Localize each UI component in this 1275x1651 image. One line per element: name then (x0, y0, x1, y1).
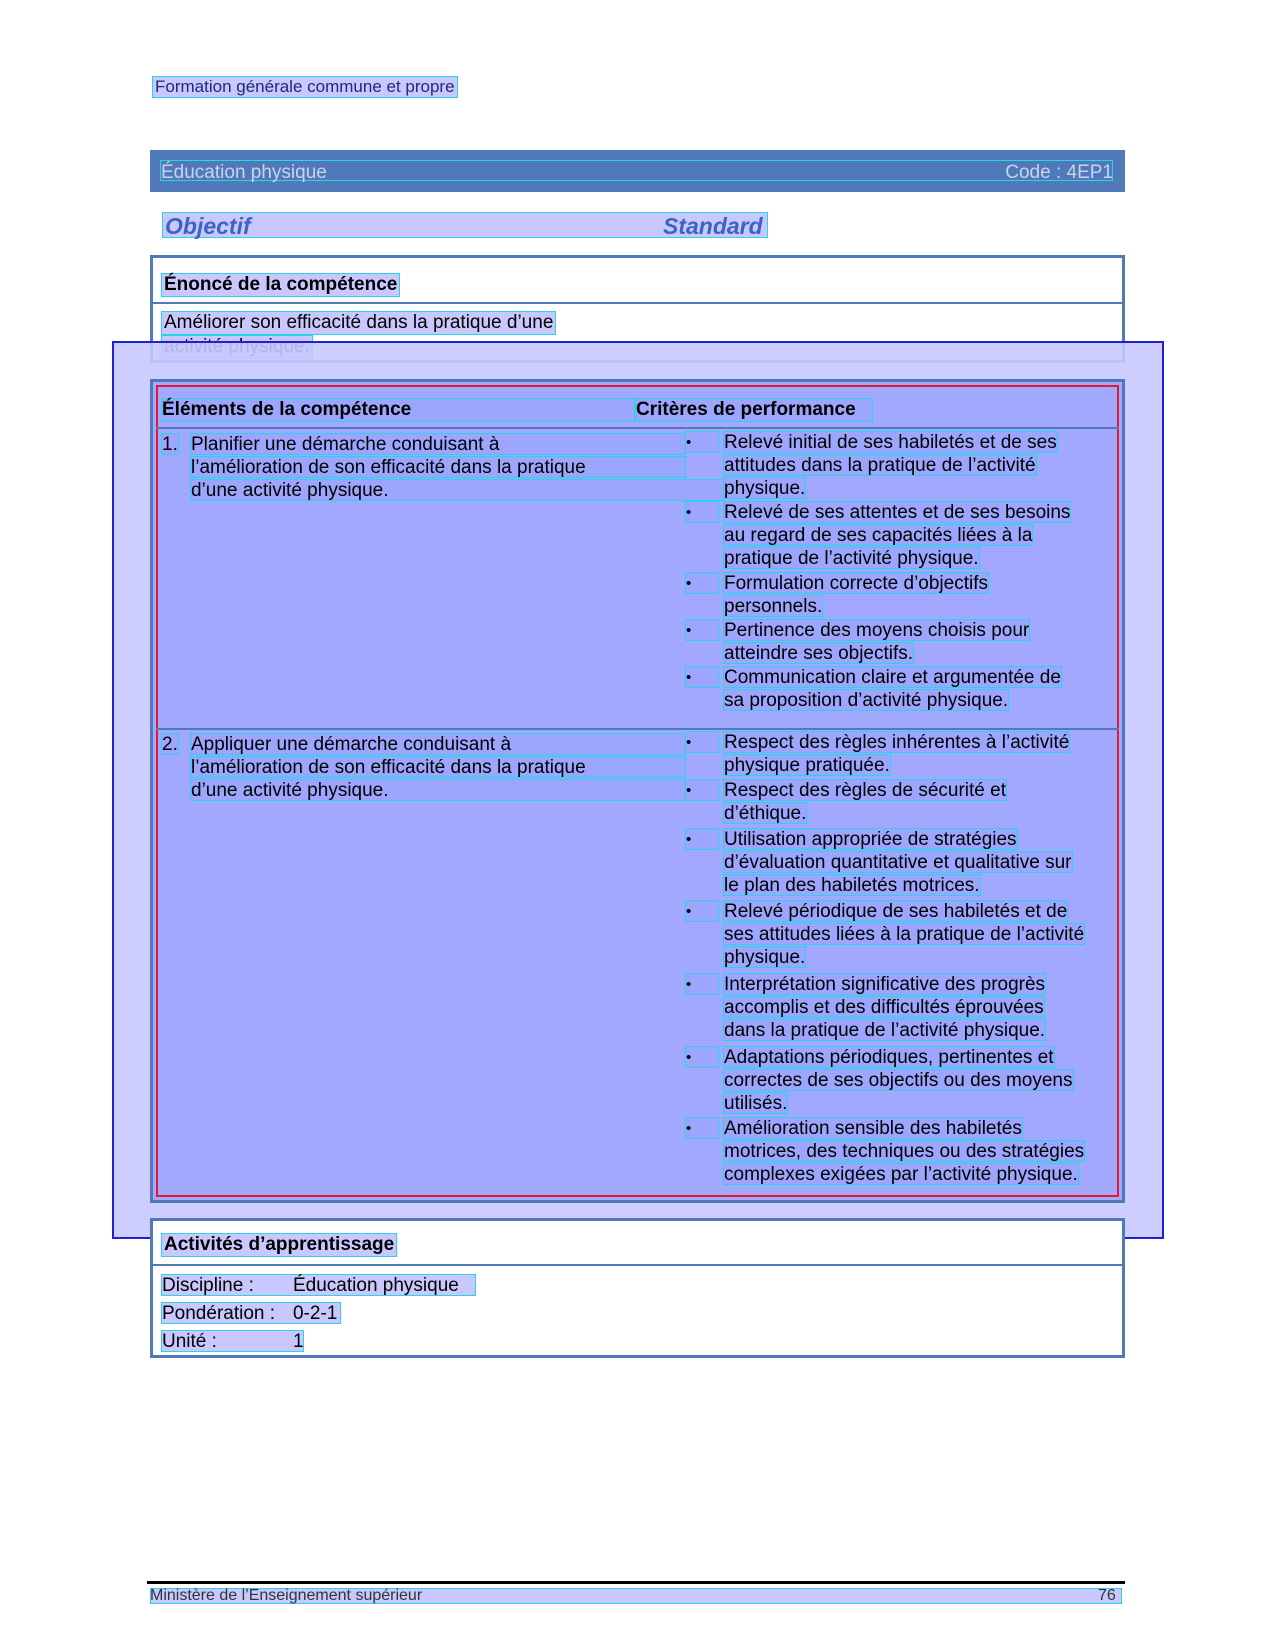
divider (156, 427, 1119, 429)
bullet-icon: • (685, 431, 719, 453)
bullet-icon: • (685, 828, 719, 850)
objectif-heading: Objectif (165, 213, 251, 239)
bullet-icon: • (685, 1117, 719, 1139)
criterion-line: correctes de ses objectifs ou des moyens (724, 1070, 1073, 1091)
bullet-icon: • (685, 779, 719, 801)
criterion-line: atteindre ses objectifs. (724, 643, 914, 664)
course-title: Éducation physique (161, 162, 327, 183)
divider (153, 1264, 1122, 1266)
criterion-line: Utilisation appropriée de stratégies (724, 829, 1017, 850)
page-number: 76 (1098, 1587, 1116, 1604)
criterion-line: accomplis et des difficultés éprouvées (724, 997, 1044, 1018)
bullet-icon: • (685, 1046, 719, 1068)
criterion-line: Adaptations périodiques, pertinentes et (724, 1047, 1054, 1068)
activites-section (150, 1218, 1125, 1358)
objectif-standard-bar (162, 212, 768, 238)
standard-heading: Standard (663, 213, 763, 239)
criterion-line: ses attitudes liées à la pratique de l’activité (724, 924, 1085, 945)
element-text-line: d’une activité physique. (190, 479, 724, 501)
section-label: Formation générale commune et propre (152, 76, 458, 98)
element-text-line: l’amélioration de son efficacité dans la pratique (190, 456, 686, 478)
criterion-line: motrices, des techniques ou des stratégies (724, 1141, 1085, 1162)
column-header-elements: Éléments de la compétence (161, 398, 635, 422)
ponderation-value: 0-2-1 (293, 1303, 338, 1324)
course-code: Code : 4EP1 (1005, 162, 1113, 183)
criterion-line: Respect des règles de sécurité et (724, 780, 1006, 801)
element-text-line: Planifier une démarche conduisant à (190, 433, 686, 455)
criterion-line: physique pratiquée. (724, 755, 890, 776)
bullet-icon: • (685, 619, 719, 641)
enonce-text-line: Améliorer son efficacité dans la pratique d’une (161, 311, 556, 335)
bullet-icon: • (685, 900, 719, 922)
criterion-line: pratique de l’activité physique. (724, 548, 979, 569)
criterion-line: d’éthique. (724, 803, 807, 824)
column-header-criteres: Critères de performance (635, 398, 873, 422)
criterion-line: Relevé périodique de ses habiletés et de (724, 901, 1068, 922)
divider (156, 728, 1119, 730)
criterion-line: Respect des règles inhérentes à l’activité (724, 732, 1070, 753)
criterion-line: Interprétation significative des progrès (724, 974, 1046, 995)
bullet-icon: • (685, 572, 719, 594)
criterion-line: Relevé de ses attentes et de ses besoins (724, 502, 1071, 523)
criterion-line: attitudes dans la pratique de l’activité (724, 455, 1036, 476)
course-banner (150, 150, 1125, 192)
unite-row (161, 1330, 304, 1352)
criterion-line: physique. (724, 947, 806, 968)
criterion-line: Amélioration sensible des habiletés (724, 1118, 1022, 1139)
ponderation-row (161, 1302, 341, 1324)
element-text-line: d’une activité physique. (190, 779, 686, 801)
criterion-line: le plan des habiletés motrices. (724, 875, 980, 896)
discipline-label: Discipline : (162, 1275, 254, 1296)
ponderation-label: Pondération : (162, 1303, 276, 1324)
activites-title: Activités d’apprentissage (161, 1233, 397, 1257)
criterion-line: complexes exigées par l’activité physique. (724, 1164, 1078, 1185)
criterion-line: Pertinence des moyens choisis pour (724, 620, 1030, 641)
bullet-icon: • (685, 973, 719, 995)
bullet-icon: • (685, 666, 719, 688)
criterion-line: utilisés. (724, 1093, 788, 1114)
criterion-line: d’évaluation quantitative et qualitative sur (724, 852, 1072, 873)
criterion-line: Formulation correcte d’objectifs (724, 573, 988, 594)
footer-rule (147, 1581, 1125, 1584)
criterion-line: Communication claire et argumentée de (724, 667, 1061, 688)
criterion-line: sa proposition d’activité physique. (724, 690, 1009, 711)
criterion-line: au regard de ses capacités liées à la (724, 525, 1033, 546)
divider (153, 302, 1122, 304)
element-text-line: Appliquer une démarche conduisant à (190, 733, 686, 755)
discipline-row (161, 1274, 476, 1296)
element-number: 1. (162, 434, 178, 455)
element-text-line: l’amélioration de son efficacité dans la pratique (190, 756, 686, 778)
unite-value: 1 (293, 1331, 304, 1352)
unite-label: Unité : (162, 1331, 217, 1352)
footer-ministry: Ministère de l’Enseignement supérieur (150, 1587, 423, 1604)
criterion-line: dans la pratique de l’activité physique. (724, 1020, 1046, 1041)
discipline-value: Éducation physique (293, 1275, 459, 1296)
element-number: 2. (162, 734, 178, 755)
criterion-line: personnels. (724, 596, 823, 617)
criterion-line: Relevé initial de ses habiletés et de ses (724, 432, 1057, 453)
bullet-icon: • (685, 501, 719, 523)
elements-table (150, 379, 1125, 1203)
criterion-line: physique. (724, 478, 806, 499)
bullet-icon: • (685, 731, 719, 753)
enonce-title: Énoncé de la compétence (161, 273, 400, 297)
